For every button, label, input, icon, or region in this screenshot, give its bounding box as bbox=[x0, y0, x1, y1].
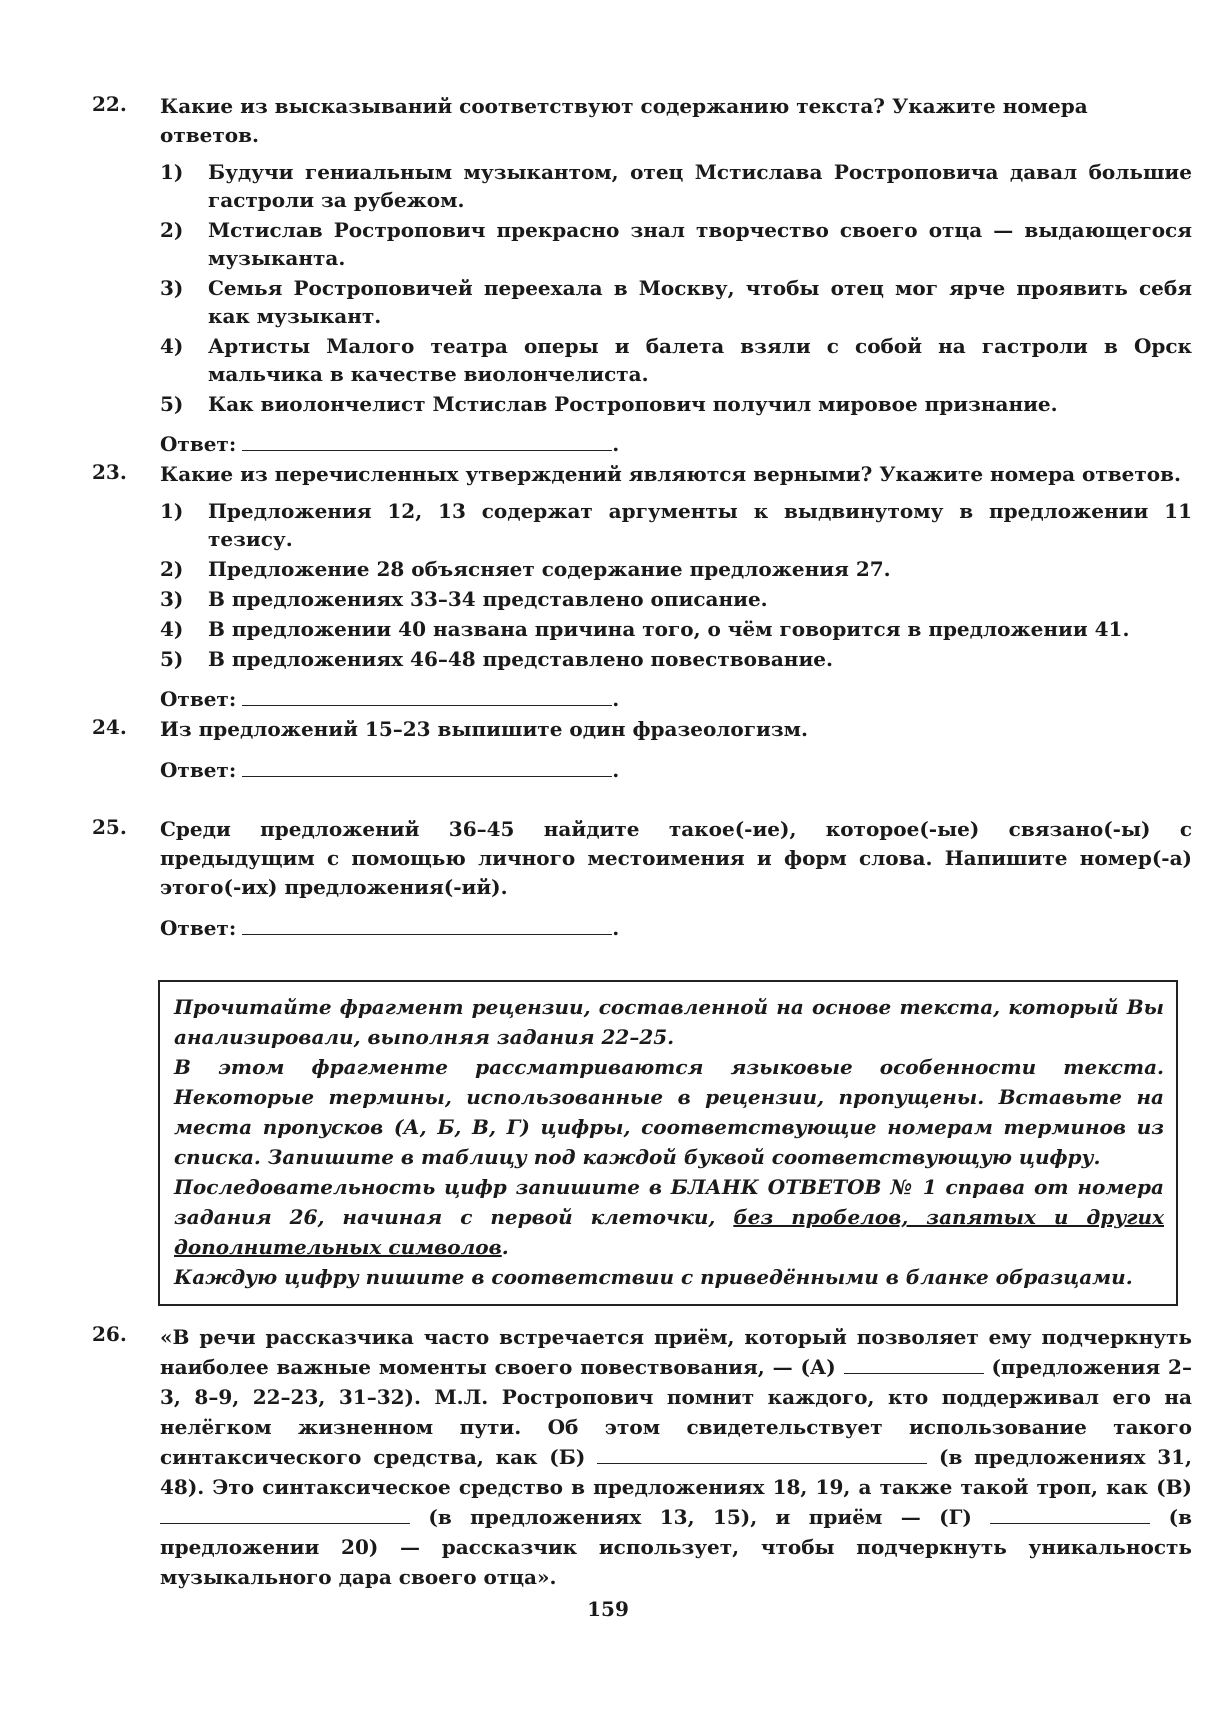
task-question: Какие из высказываний соответствуют содержанию текста? Укажите номера ответов. bbox=[160, 94, 1088, 147]
task-23 bbox=[92, 460, 1192, 714]
page-number: 159 bbox=[587, 1597, 629, 1621]
answer-row: Ответ: . bbox=[160, 916, 620, 940]
blank-a[interactable] bbox=[844, 1355, 984, 1374]
task-number: 24. bbox=[92, 715, 127, 739]
task-24 bbox=[92, 715, 1192, 785]
task-25 bbox=[92, 815, 1192, 943]
answer-label: Ответ: bbox=[160, 687, 237, 711]
answer-field[interactable] bbox=[242, 758, 612, 777]
option-item: 4) В предложении 40 названа причина того, о чём говорится в предложении 41. bbox=[160, 617, 1130, 641]
answer-row: Ответ: . bbox=[160, 432, 620, 456]
blank-v[interactable] bbox=[160, 1505, 410, 1524]
answer-field[interactable] bbox=[242, 432, 612, 451]
instruction-paragraph: Прочитайте фрагмент рецензии, составленной на основе текста, который Вы анализировали, выполняя задания 22–25. bbox=[174, 995, 1164, 1049]
task-question: Из предложений 15–23 выпишите один фразеологизм. bbox=[160, 717, 808, 741]
task-question: Какие из перечисленных утверждений являются верными? Укажите номера ответов. bbox=[160, 462, 1181, 486]
task-22 bbox=[92, 92, 1192, 459]
answer-row: Ответ: . bbox=[160, 758, 620, 782]
task-number: 25. bbox=[92, 815, 127, 839]
option-item: 3) Семья Ростроповичей переехала в Москву, чтобы отец мог ярче проявить себя как музыкант. bbox=[160, 276, 1192, 328]
option-item: 5) Как виолончелист Мстислав Ростропович получил мировое признание. bbox=[160, 392, 1058, 416]
option-item: 1) Предложения 12, 13 содержат аргументы к выдвинутому в предложении 11 тезису. bbox=[160, 499, 1192, 551]
instruction-paragraph: В этом фрагменте рассматриваются языковые особенности текста. Некоторые термины, использованные в рецензии, пропущены. Вставьте на места пропусков (А, Б, В, Г) цифры, соответствующие номерам терминов из списка. Запишите в таблицу под каждой буквой соответствующую цифру. bbox=[174, 1055, 1164, 1169]
answer-label: Ответ: bbox=[160, 916, 237, 940]
option-item: 5) В предложениях 46–48 представлено повествование. bbox=[160, 647, 833, 671]
answer-label: Ответ: bbox=[160, 758, 237, 782]
blank-b[interactable] bbox=[597, 1445, 927, 1464]
instruction-paragraph: Последовательность цифр запишите в БЛАНК ОТВЕТОВ № 1 справа от номера задания 26, начиная с первой клеточки, без пробелов, запятых и других дополнительных символов. bbox=[174, 1175, 1164, 1259]
task-26 bbox=[92, 1322, 1192, 1592]
option-item: 4) Артисты Малого театра оперы и балета взяли с собой на гастроли в Орск мальчика в качестве виолончелиста. bbox=[160, 334, 1192, 386]
task-question: Среди предложений 36–45 найдите такое(-ие), которое(-ые) связано(-ы) с предыдущим с помощью личного местоимения и форм слова. Напишите номер(-а) этого(-их) предложения(-ий). bbox=[160, 817, 1192, 899]
blank-g[interactable] bbox=[990, 1505, 1150, 1524]
option-item: 2) Мстислав Ростропович прекрасно знал творчество своего отца — выдающегося музыканта. bbox=[160, 218, 1192, 270]
answer-row: Ответ: . bbox=[160, 687, 620, 711]
option-item: 1) Будучи гениальным музыкантом, отец Мстислава Ростроповича давал большие гастроли за рубежом. bbox=[160, 160, 1192, 212]
option-item: 2) Предложение 28 объясняет содержание предложения 27. bbox=[160, 557, 891, 581]
options-list bbox=[160, 158, 1192, 418]
task-26-text: «В речи рассказчика часто встречается приём, который позволяет ему подчеркнуть наиболее важные моменты своего повествования, — (А) (предложения 2–3, 8–9, 22–23, 31–32). М.Л. Ростропович помнит каждого, кто поддерживал его на нелёгком жизненном пути. Об этом свидетельствует использование такого синтаксического средства, как (Б) (в предложениях 31, 48). Это синтаксическое средство в предложениях 18, 19, а также такой троп, как (В) (в предложениях 13, 15), и приём — (Г) (в предложении 20) — рассказчик использует, чтобы подчеркнуть уникальность музыкального дара своего отца». bbox=[160, 1325, 1192, 1589]
underlined-text: без пробелов, запятых и других дополнительных символов bbox=[174, 1205, 1164, 1259]
answer-label: Ответ: bbox=[160, 432, 237, 456]
option-item: 3) В предложениях 33–34 представлено описание. bbox=[160, 587, 768, 611]
task-number: 26. bbox=[92, 1322, 127, 1346]
task-number: 23. bbox=[92, 460, 127, 484]
options-list bbox=[160, 497, 1192, 673]
answer-field[interactable] bbox=[242, 916, 612, 935]
instruction-box bbox=[158, 980, 1178, 1306]
answer-field[interactable] bbox=[242, 687, 612, 706]
instruction-paragraph: Каждую цифру пишите в соответствии с приведёнными в бланке образцами. bbox=[174, 1265, 1133, 1289]
task-number: 22. bbox=[92, 92, 127, 116]
